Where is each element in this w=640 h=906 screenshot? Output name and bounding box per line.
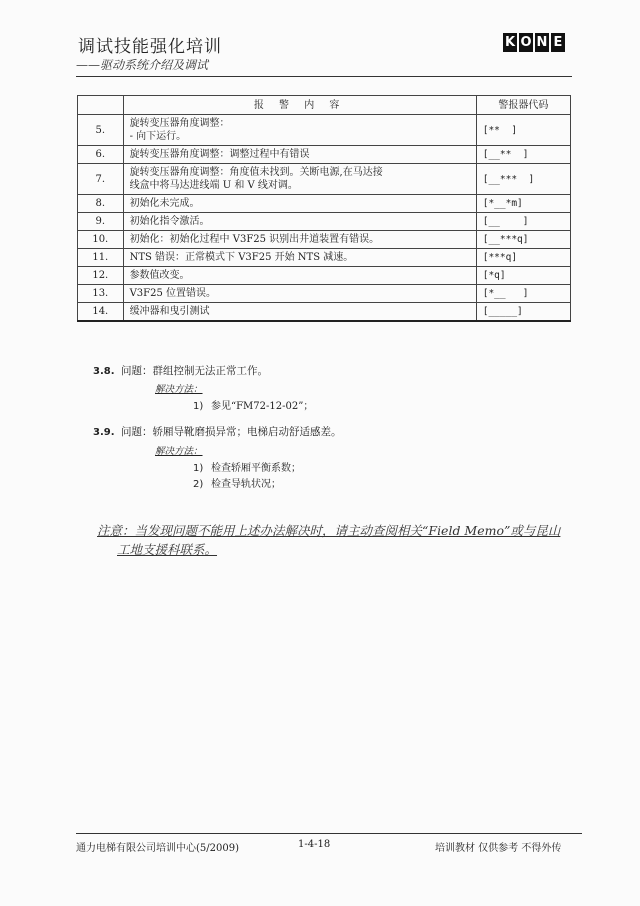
note-line-2: 工地支援科联系。 (117, 542, 218, 557)
section-number: 3.9. (93, 427, 115, 438)
solution-label: 解决方法： (155, 384, 203, 395)
section-problem: 问题：群组控制无法正常工作。 (121, 365, 268, 377)
footer-right: 培训教材 仅供参考 不得外传 (435, 843, 562, 854)
header-no (78, 96, 124, 115)
logo-letter-o: O (520, 35, 532, 50)
row-alarm-code: [__** ] (476, 146, 570, 164)
row-number: 14. (78, 303, 124, 322)
description-line: 参数值改变。 (129, 270, 190, 281)
table-row (78, 213, 571, 231)
table-row (78, 249, 571, 267)
row-alarm-code: [_____] (476, 303, 570, 322)
table-row (78, 285, 571, 303)
table-row (78, 115, 571, 146)
row-description (123, 285, 476, 303)
header-alarm-code: 警报器代码 (476, 96, 570, 115)
section-3-9 (93, 424, 342, 439)
row-alarm-code: [*__*m] (476, 195, 570, 213)
description-line: 旋转变压器角度调整： (129, 118, 230, 129)
step-text: 参见“FM72-12-02”； (211, 401, 314, 412)
description-line: 线盒中将马达进线端 U 和 V 线对调。 (129, 180, 298, 191)
step-number: 1) (193, 463, 204, 474)
table-header-row (78, 96, 571, 115)
table-row (78, 164, 571, 195)
logo-letter-e: E (551, 33, 565, 52)
step-text: 检查轿厢平衡系数； (211, 463, 301, 474)
solution-label: 解决方法： (155, 446, 203, 457)
row-number: 5. (78, 115, 124, 146)
row-alarm-code: [__ ] (476, 213, 570, 231)
row-description (123, 303, 476, 322)
alarm-table (77, 95, 571, 322)
description-line: 初始化：初始化过程中 V3F25 识别出井道装置有错误。 (129, 234, 380, 245)
row-alarm-code: [*__ ] (476, 285, 570, 303)
row-alarm-code: [__*** ] (476, 164, 570, 195)
kone-logo (503, 33, 565, 52)
row-alarm-code: [__***q] (476, 231, 570, 249)
solution-step (193, 397, 313, 412)
table-row (78, 146, 571, 164)
description-line: V3F25 位置错误。 (129, 288, 216, 299)
solution-step (193, 459, 301, 474)
row-number: 13. (78, 285, 124, 303)
description-line: - 向下运行。 (129, 131, 187, 142)
row-number: 9. (78, 213, 124, 231)
table-row (78, 267, 571, 285)
description-line: 初始化指令激活。 (129, 216, 210, 227)
section-problem: 问题：轿厢导靴磨损异常；电梯启动舒适感差。 (121, 426, 342, 438)
row-description (123, 195, 476, 213)
description-line: NTS 错误：正常模式下 V3F25 开始 NTS 减速。 (129, 252, 354, 263)
logo-letter-k: K (504, 35, 516, 50)
row-number: 10. (78, 231, 124, 249)
header-alarm-content: 报 警 内 容 (123, 96, 476, 115)
section-3-8 (93, 363, 268, 378)
section-number: 3.8. (93, 366, 115, 377)
description-line: 初始化未完成。 (129, 198, 200, 209)
row-alarm-code: [***q] (476, 249, 570, 267)
footer-page-number: 1-4-18 (298, 839, 331, 850)
footer-left: 通力电梯有限公司培训中心(5/2009) (76, 843, 239, 854)
row-number: 12. (78, 267, 124, 285)
row-alarm-code: [** ] (476, 115, 570, 146)
solution-step (193, 475, 281, 490)
table-row (78, 303, 571, 322)
description-line: 缓冲器和曳引测试 (129, 306, 210, 317)
step-number: 1) (193, 401, 204, 412)
row-number: 6. (78, 146, 124, 164)
row-alarm-code: [*q] (476, 267, 570, 285)
row-description (123, 231, 476, 249)
description-line: 旋转变压器角度调整：角度值未找到。关断电源,在马达接 (129, 167, 383, 178)
description-line: 旋转变压器角度调整：调整过程中有错误 (129, 149, 310, 160)
row-description (123, 115, 476, 146)
row-description (123, 249, 476, 267)
table-row (78, 231, 571, 249)
step-text: 检查导轨状况； (211, 479, 281, 490)
table-row (78, 195, 571, 213)
row-description (123, 164, 476, 195)
note (97, 521, 587, 559)
row-description (123, 213, 476, 231)
row-description (123, 146, 476, 164)
footer-rule (76, 833, 582, 834)
note-line-1: 注意：当发现问题不能用上述办法解决时，请主动查阅相关“Field Memo”或与昆山 (97, 523, 561, 538)
row-description (123, 267, 476, 285)
row-number: 11. (78, 249, 124, 267)
row-number: 7. (78, 164, 124, 195)
step-number: 2) (193, 479, 204, 490)
row-number: 8. (78, 195, 124, 213)
header-rule (76, 76, 572, 77)
header-subtitle: ——驱动系统介绍及调试 (76, 58, 209, 72)
logo-letter-n: N (536, 35, 548, 50)
header-title: 调试技能强化培训 (78, 37, 222, 57)
